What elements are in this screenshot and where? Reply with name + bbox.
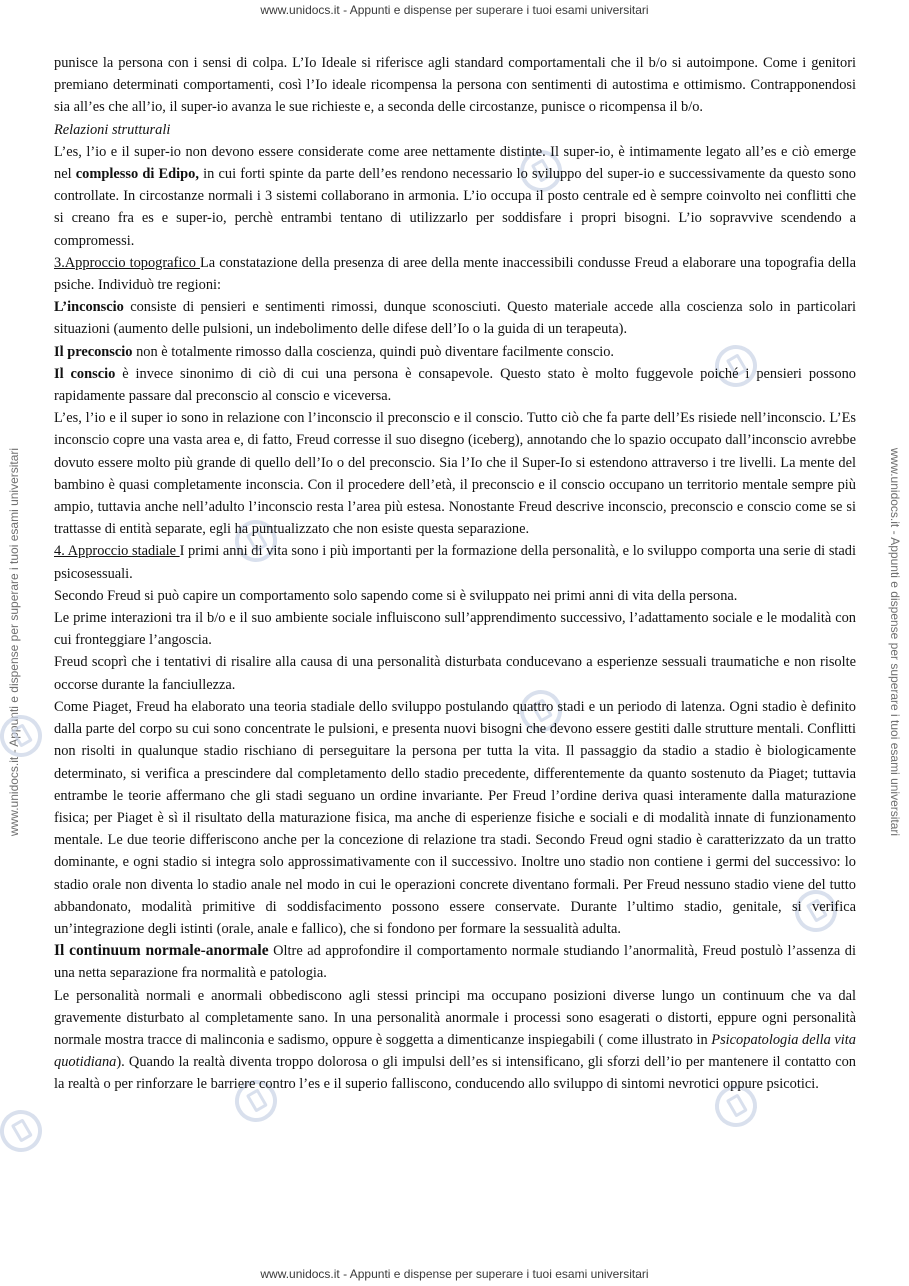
paragraph-super-io: punisce la persona con i sensi di colpa. L’Io Ideale si riferisce agli standard comportamentali che il b/o si autoimpone. Come i genitori premiano determinati comportamenti, così l’Io ideale ricompensa la persona con sentimenti di autostima e ottimismo. Contrapponendosi sia all’es che all’io, il super-io avanza le sue richieste e, a seconda delle circostanze, punisce o ricompensa il b/o. <box>54 55 856 116</box>
paragraph-es-io-superio: L’es, l’io e il super io sono in relazione con l’inconscio il preconscio e il conscio. Tutto ciò che fa parte dell’Es risiede nell’inconscio. L’Es inconscio copre una vasta area e, di fatto, Freud corresse il suo disegno (iceberg), annotando che lo spazio occupato dall’inconscio avrebbe dovuto essere molto più grande di quello dell’Io o del preconscio. Sia l’Io che il Super-Io si estendono attraverso i tre livelli. La mente del bambino è quasi completamente inconscia. Con il procedere dell’età, il preconscio e il conscio occupano un territorio mentale sempre più ampio, tuttavia anche nell’adulto l’inconscio resta l’area più estesa. Nonostante Freud descrive inconscio, preconscio e conscio come se si trattasse di entità separate, egli ha puntualizzato che non esiste questa separazione. <box>54 410 856 538</box>
heading-relazioni-strutturali: Relazioni strutturali <box>54 121 171 138</box>
paragraph-preconscio: Il preconscio non è totalmente rimosso dalla coscienza, quindi può diventare facilmente conscio. <box>54 343 615 360</box>
paragraph-personalita: Le personalità normali e anormali obbediscono agli stessi principi ma occupano posizioni diverse lungo un continuum che va dal gravemente disturbato al completamente sano. In una personalità anormale i processi sono esagerati o distorti, eppure ogni personalità normale mostra tracce di malinconia e sadismo, oppure è soggetta a dimenticanze inspiegabili ( come illustrato in Psicopatologia della vita quotidiana). Quando la realtà diventa troppo dolorosa o gli impulsi dell’es si intensificano, gli sforzi dell’io per mantenere il contatto con la realtà o per rinforzare le barriere contro l’es e il superio falliscono, conducendo allo sviluppo di sintomi nevrotici oppure psicotici. <box>54 987 857 1093</box>
paragraph-approccio-stadiale: 4. Approccio stadiale I primi anni di vita sono i più importanti per la formazione della personalità, e lo sviluppo comporta una serie di stadi psicosessuali. <box>54 543 856 582</box>
heading-approccio-stadiale: 4. Approccio stadiale <box>54 543 180 560</box>
heading-continuum: Il continuum normale-anormale <box>54 942 269 960</box>
side-watermark-right: www.unidocs.it - Appunti e dispense per superare i tuoi esami universitari <box>888 447 902 837</box>
paragraph-conscio: Il conscio è invece sinonimo di ciò di cui una persona è consapevole. Questo stato è molto fuggevole poiché i pensieri possono rapidamente passare dal preconscio al conscio e viceversa. <box>54 365 856 405</box>
paragraph-relazioni: L’es, l’io e il super-io non devono essere considerate come aree nettamente distinte. Il super-io, è intimamente legato all’es e ciò emerge nel complesso di Edipo, in cui forti spinte da parte dell’es rendono necessario lo sviluppo del super-io e successivamente da questo sono controllate. In circostanze normali i 3 sistemi collaborano in armonia. L’io occupa il posto centrale ed è sempre coinvolto nei conflitti che si creano fra es e super-io, perchè entrambi tentano di utilizzarlo per soddisfare i propri bisogni. L’io sopravvive scendendo a compromessi. <box>54 143 856 249</box>
paragraph-secondo-freud: Secondo Freud si può capire un comportamento solo sapendo come si è sviluppato nei primi anni di vita della persona. <box>54 587 738 604</box>
paragraph-piaget-freud: Come Piaget, Freud ha elaborato una teoria stadiale dello sviluppo postulando quattro stadi e un periodo di latenza. Ogni stadio è definito dalla parte del corpo su cui sono concentrate le pulsioni, e presenta nuovi bisogni che devono essere gestiti dalle strutture mentali. Conflitti non risolti in qualunque stadio rischiano di perseguitare la persona per tutta la vita. Il passaggio da stadio a stadio è biologicamente determinato, si verifica a prescindere dal completamento dello stadio precedente, differentemente da quanto sostenuto da Piaget; tuttavia entrambe le teorie affermano che gli stadi seguano un ordine invariante. Per Freud l’ordine deriva quasi interamente dalla maturazione fisica; per Piaget è sì il risultato della maturazione fisica, ma anche di esperienze fisiche e sociali e di modalità innate di funzionamento mentale. Le due teorie differiscono anche per la concezione di relazione tra stadi. Secondo Freud ogni stadio è caratterizzato da un tratto dominante, e ogni stadio si integra solo approssimativamente con il successivo. Inoltre uno stadio non contiene i germi del successivo: lo stadio orale non diventa lo stadio anale nel modo in cui le operazioni concrete diventano formali. Per Freud nessuno stadio viene del tutto abbandonato, modalità primitive di soddisfacimento possono essere conservate. Durante l’ultimo stadio, genitale, si verifica un’integrazione degli istinti (orale, anale e fallico), che si fondono per formare la sessualità adulta. <box>54 698 856 937</box>
heading-approccio-topografico: 3.Approccio topografico <box>54 254 200 271</box>
watermark-logo-icon <box>0 1102 50 1159</box>
side-watermark-left: www.unidocs.it - Appunti e dispense per superare i tuoi esami universitari <box>7 447 21 837</box>
paragraph-inconscio: L’inconscio consiste di pensieri e sentimenti rimossi, dunque sconosciuti. Questo materiale accede alla coscienza solo in particolari situazioni (aumento delle pulsioni, un indebolimento delle difese dell’Io o la guida di un terapeuta). <box>54 299 856 338</box>
document-body <box>54 52 856 1096</box>
paragraph-continuum: Il continuum normale-anormale Oltre ad approfondire il comportamento normale studiando l’anormalità, Freud postulò l’assenza di una netta separazione fra normalità e patologia. <box>54 942 856 982</box>
paragraph-approccio-topografico: 3.Approccio topografico La constatazione della presenza di aree della mente inaccessibili condusse Freud a elaborare una topografia della psiche. Individuò tre regioni: <box>54 254 857 294</box>
paragraph-prime-interazioni: Le prime interazioni tra il b/o e il suo ambiente sociale influiscono sull’apprendimento successivo, l’adattamento sociale e le modalità con cui fronteggiare l’angoscia. <box>54 610 856 649</box>
page-header-url: www.unidocs.it - Appunti e dispense per superare i tuoi esami universitari <box>260 3 649 17</box>
paragraph-freud-scopri: Freud scoprì che i tentativi di risalire alla causa di una personalità disturbata conducevano a esperienze sessuali traumatiche e non risolte occorse durante la fanciullezza. <box>54 654 856 693</box>
page-footer-url: www.unidocs.it - Appunti e dispense per superare i tuoi esami universitari <box>260 1267 649 1281</box>
